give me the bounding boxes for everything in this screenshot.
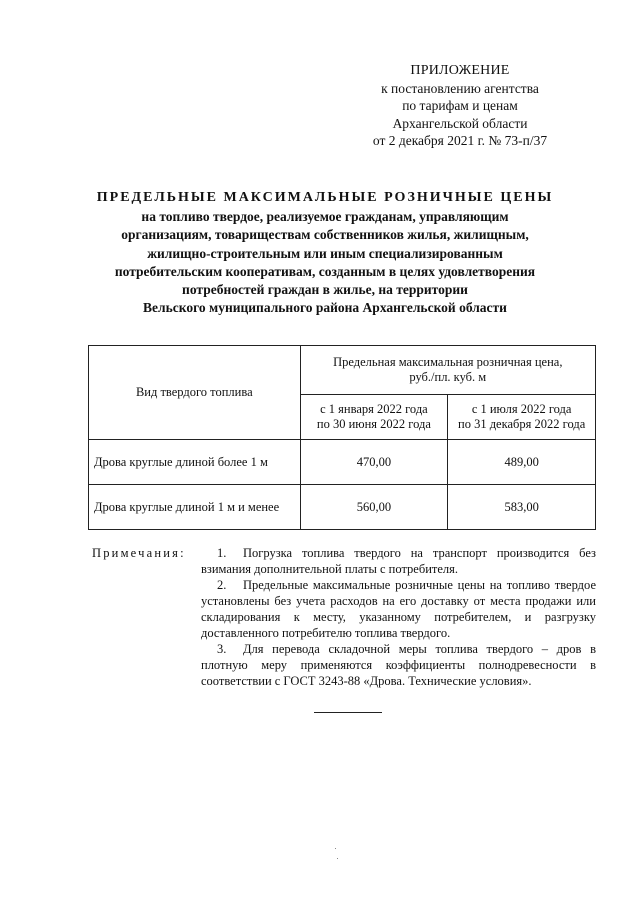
fuel-type-cell: Дрова круглые длиной более 1 м (89, 440, 301, 485)
price-cell: 560,00 (300, 485, 448, 530)
note-item (201, 641, 596, 689)
title-line: Вельского муниципального района Архангельской области (143, 300, 507, 316)
title-line: на топливо твердое, реализуемое гражданам, управляющим (141, 209, 509, 224)
note-number: 3. (217, 642, 227, 656)
appendix-line: к постановлению агентства (381, 80, 539, 96)
period-2-header: с 1 июля 2022 года по 31 декабря 2022 года (448, 395, 596, 440)
note-number: 2. (217, 578, 227, 592)
appendix-line: Архангельской области (392, 115, 528, 131)
table-row (89, 440, 596, 485)
price-header: Предельная максимальная розничная цена, руб./пл. куб. м (300, 346, 595, 395)
scan-speck (337, 858, 338, 859)
period-1-header: с 1 января 2022 года по 30 июня 2022 года (300, 395, 448, 440)
note-item (201, 577, 596, 641)
scan-speck (335, 848, 336, 849)
title-line: потребностей граждан в жилье, на территории (182, 282, 468, 298)
price-table (88, 345, 596, 530)
fuel-type-cell: Дрова круглые длиной 1 м и менее (89, 485, 301, 530)
title-main: ПРЕДЕЛЬНЫЕ МАКСИМАЛЬНЫЕ РОЗНИЧНЫЕ ЦЕНЫ (96, 190, 554, 205)
note-text: Предельные максимальные розничные цены на топливо твердое установлены без учета расходов на его доставку от места продажи или складирования к месту, указанному потребителем, и разгрузку доставленного потребителю топлива твердого. (201, 578, 596, 640)
title-line: организациям, товариществам собственников жилья, жилищным, (121, 227, 529, 243)
appendix-title: ПРИЛОЖЕНИЕ (410, 63, 510, 78)
note-number: 1. (217, 546, 227, 560)
price-cell: 583,00 (448, 485, 596, 530)
title-line: жилищно-строительным или иным специализированным (147, 245, 503, 261)
fuel-type-header: Вид твердого топлива (89, 346, 301, 440)
notes-label: Примечания: (92, 546, 186, 560)
table-row (89, 485, 596, 530)
note-item (201, 545, 596, 577)
note-text: Погрузка топлива твердого на транспорт производится без взимания дополнительной платы с потребителя. (201, 546, 596, 576)
price-cell: 470,00 (300, 440, 448, 485)
price-cell: 489,00 (448, 440, 596, 485)
title-line: потребительским кооперативам, созданным в целях удовлетворения (114, 263, 536, 279)
notes-list (201, 545, 596, 689)
end-divider (314, 712, 382, 713)
appendix-line: по тарифам и ценам (402, 98, 518, 113)
note-text: Для перевода складочной меры топлива твердого – дров в плотную меру применяются коэффициенты полнодревесности в соответствии с ГОСТ 3243-88 «Дрова. Технические условия». (201, 642, 596, 688)
appendix-date-number: от 2 декабря 2021 г. № 73-п/37 (372, 133, 548, 148)
appendix-header (340, 62, 580, 150)
document-title (60, 188, 590, 318)
